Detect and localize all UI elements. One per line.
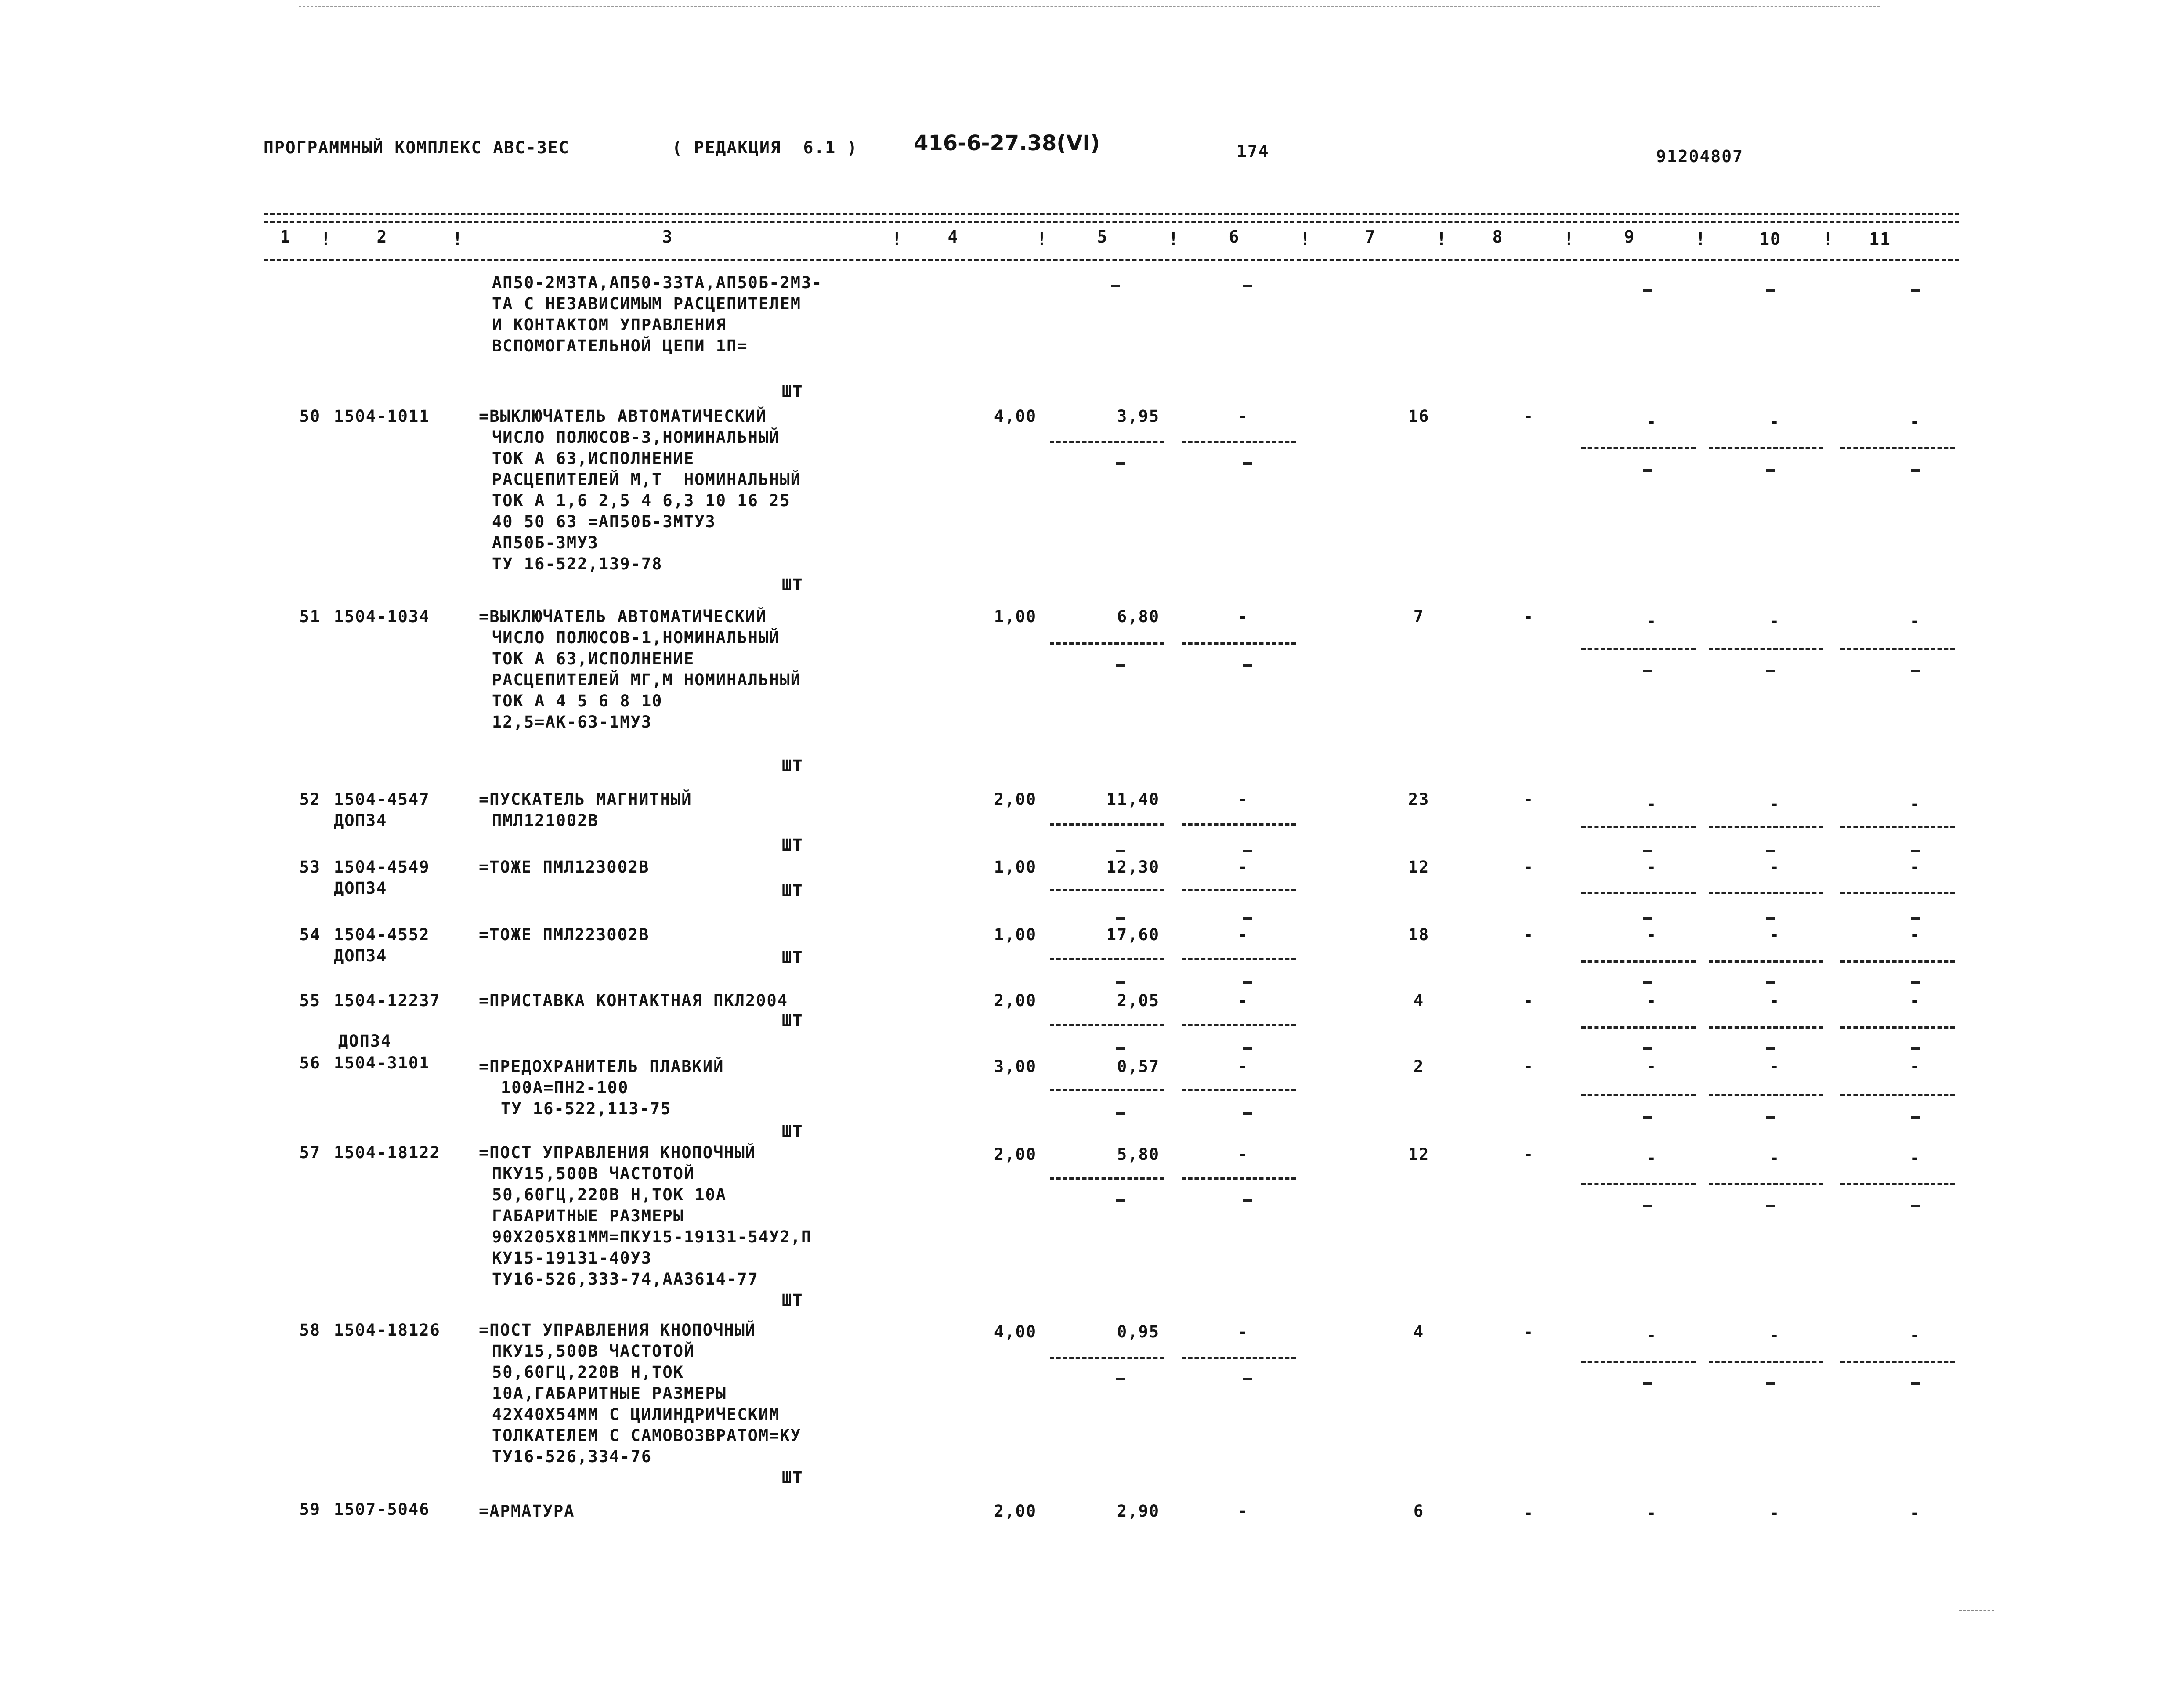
col-separator: ! <box>1037 229 1048 249</box>
quantity: 3,00 <box>994 1057 1037 1076</box>
col10-value: - <box>1769 925 1780 944</box>
col8-value: - <box>1523 607 1534 626</box>
subtotal-rule <box>1182 889 1296 891</box>
subtotal-rule <box>1840 1183 1955 1185</box>
item-unit: ШТ <box>782 1468 803 1487</box>
price: 0,57 <box>1117 1057 1160 1076</box>
dash-mark <box>1111 285 1120 287</box>
col-separator: ! <box>1168 229 1179 249</box>
col8-value: - <box>1523 925 1534 944</box>
item-description-line: ТУ 16-522,139-78 <box>492 554 663 573</box>
item-description-line: 100А=ПН2-100 <box>501 1078 629 1097</box>
dash-mark <box>1643 1205 1652 1207</box>
dash-mark <box>1911 289 1920 292</box>
dash-mark <box>1116 462 1125 465</box>
header-rule-top-1 <box>264 213 1959 215</box>
dash-mark <box>1116 1047 1125 1050</box>
item-description-line: 90Х205Х81ММ=ПКУ15-19131-54У2,П <box>492 1228 812 1246</box>
row-number: 53 <box>299 858 321 876</box>
col8-value: - <box>1523 790 1534 809</box>
col-header-4: 4 <box>947 227 959 246</box>
dash-mark <box>1243 285 1252 287</box>
dash-mark <box>1243 664 1252 667</box>
col9-value: - <box>1646 1503 1657 1522</box>
col8-value: - <box>1523 1145 1534 1164</box>
subtotal-rule <box>1182 441 1296 443</box>
col9-value: - <box>1646 1148 1657 1167</box>
col-header-2: 2 <box>376 227 388 246</box>
item-extra: ДОП34 <box>334 811 387 830</box>
col7-value: 4 <box>1413 1322 1425 1341</box>
quantity: 2,00 <box>994 790 1037 809</box>
quantity: 1,00 <box>994 925 1037 944</box>
item-code: 1504-12237 <box>334 991 441 1010</box>
subtotal-rule <box>1840 826 1955 828</box>
col11-value: - <box>1909 1057 1921 1076</box>
bottom-scan-mark <box>1959 1610 1994 1611</box>
col8-value: - <box>1523 858 1534 876</box>
item-description-line: ГАБАРИТНЫЕ РАЗМЕРЫ <box>492 1206 684 1225</box>
row-number: 58 <box>299 1321 321 1340</box>
subtotal-rule <box>1581 1183 1696 1185</box>
col-header-7: 7 <box>1365 227 1376 246</box>
subtotal-rule <box>1050 1357 1164 1359</box>
dash-mark <box>1643 1382 1652 1385</box>
col9-value: - <box>1646 925 1657 944</box>
item-unit: ШТ <box>782 836 803 855</box>
item-extra: ДОП34 <box>338 1032 392 1050</box>
col-separator: ! <box>892 229 903 249</box>
col-separator: ! <box>1300 229 1311 249</box>
dash-mark <box>1766 1205 1775 1207</box>
col11-value: - <box>1909 412 1921 431</box>
col7-value: 6 <box>1413 1502 1425 1521</box>
dash-mark <box>1766 917 1775 920</box>
item-description-line: =ВЫКЛЮЧАТЕЛЬ АВТОМАТИЧЕСКИЙ <box>479 607 767 626</box>
price: 3,95 <box>1117 407 1160 426</box>
dash-mark <box>1243 1047 1252 1050</box>
dash-mark <box>1116 850 1125 852</box>
col6-value: - <box>1237 1322 1249 1341</box>
dash-mark <box>1911 981 1920 984</box>
col-separators: ! <box>321 229 332 249</box>
row-number: 55 <box>299 991 321 1010</box>
subtotal-rule <box>1182 958 1296 960</box>
col11-value: - <box>1909 991 1921 1010</box>
col8-value: - <box>1523 1322 1534 1341</box>
dash-mark <box>1766 1116 1775 1119</box>
col-header-10: 10 <box>1759 229 1781 249</box>
col-header-6: 6 <box>1229 227 1240 246</box>
dash-mark <box>1766 670 1775 672</box>
dash-mark <box>1766 1047 1775 1050</box>
row-number: 51 <box>299 607 321 626</box>
dash-mark <box>1643 289 1652 292</box>
col10-value: - <box>1769 858 1780 876</box>
item-description-line: И КОНТАКТОМ УПРАВЛЕНИЯ <box>492 315 727 334</box>
price: 5,80 <box>1117 1145 1160 1164</box>
row-number: 56 <box>299 1054 321 1072</box>
item-description-line: ТОК А 4 5 6 8 10 <box>492 692 663 710</box>
item-extra: ДОП34 <box>334 946 387 965</box>
col11-value: - <box>1909 1326 1921 1345</box>
col8-value: - <box>1523 407 1534 426</box>
price: 12,30 <box>1106 858 1160 876</box>
col10-value: - <box>1769 794 1780 813</box>
dash-mark <box>1911 469 1920 472</box>
item-description-line: =ПОСТ УПРАВЛЕНИЯ КНОПОЧНЫЙ <box>479 1143 756 1162</box>
subtotal-rule <box>1840 1361 1955 1363</box>
col10-value: - <box>1769 1148 1780 1167</box>
dash-mark <box>1643 670 1652 672</box>
item-description-line: АП50-2МЗТА,АП50-3ЗТА,АП50Б-2МЗ- <box>492 273 823 292</box>
col-header-8: 8 <box>1492 227 1504 246</box>
col10-value: - <box>1769 612 1780 630</box>
col10-value: - <box>1769 412 1780 431</box>
item-description-line: ТУ 16-522,113-75 <box>501 1099 672 1118</box>
item-code: 1504-18122 <box>334 1143 441 1162</box>
subtotal-rule <box>1709 447 1823 449</box>
item-unit: ШТ <box>782 382 803 401</box>
item-code: 1504-4552 <box>334 925 430 944</box>
document-number: 91204807 <box>1656 147 1744 166</box>
subtotal-rule <box>1709 1026 1823 1029</box>
col-header-9: 9 <box>1624 227 1635 246</box>
dash-mark <box>1243 850 1252 852</box>
col10-value: - <box>1769 1057 1780 1076</box>
item-unit: ШТ <box>782 757 803 775</box>
item-description-line: 42Х40Х54ММ С ЦИЛИНДРИЧЕСКИМ <box>492 1405 780 1424</box>
col11-value: - <box>1909 925 1921 944</box>
price: 6,80 <box>1117 607 1160 626</box>
subtotal-rule <box>1709 1183 1823 1185</box>
quantity: 4,00 <box>994 407 1037 426</box>
dash-mark <box>1243 981 1252 984</box>
subtotal-rule <box>1840 447 1955 449</box>
item-description-line: РАСЦЕПИТЕЛЕЙ МГ,М НОМИНАЛЬНЫЙ <box>492 670 802 689</box>
col8-value: - <box>1523 1057 1534 1076</box>
col-header-3: 3 <box>662 227 673 246</box>
col6-value: - <box>1237 1145 1249 1164</box>
subtotal-rule <box>1840 892 1955 894</box>
item-code: 1504-4547 <box>334 790 430 809</box>
dash-mark <box>1911 917 1920 920</box>
subtotal-rule <box>1182 1089 1296 1091</box>
subtotal-rule <box>1840 1026 1955 1029</box>
item-description-line: ТУ16-526,334-76 <box>492 1447 652 1466</box>
subtotal-rule <box>1709 648 1823 650</box>
item-description-line: ВСПОМОГАТЕЛЬНОЙ ЦЕПИ 1П= <box>492 337 748 355</box>
item-description-line: ТОК А 1,6 2,5 4 6,3 10 16 25 <box>492 491 791 510</box>
subtotal-rule <box>1709 826 1823 828</box>
col11-value: - <box>1909 1503 1921 1522</box>
col7-value: 12 <box>1408 1145 1430 1164</box>
subtotal-rule <box>1709 1094 1823 1096</box>
col-separator: ! <box>1696 229 1707 249</box>
item-description-line: ПКУ15,500В ЧАСТОТОЙ <box>492 1342 695 1361</box>
col6-value: - <box>1237 858 1249 876</box>
subtotal-rule <box>1050 1177 1164 1180</box>
col8-value: - <box>1523 991 1534 1010</box>
dash-mark <box>1766 981 1775 984</box>
col6-value: - <box>1237 407 1249 426</box>
dash-mark <box>1116 1112 1125 1115</box>
dash-mark <box>1766 289 1775 292</box>
quantity: 2,00 <box>994 1502 1037 1521</box>
row-number: 50 <box>299 407 321 426</box>
item-description-line: 40 50 63 =АП50Б-3МТУЗ <box>492 512 716 531</box>
item-description-line: ЧИСЛО ПОЛЮСОВ-1,НОМИНАЛЬНЫЙ <box>492 628 780 647</box>
col9-value: - <box>1646 794 1657 813</box>
dash-mark <box>1643 917 1652 920</box>
item-code: 1507-5046 <box>334 1500 430 1519</box>
subtotal-rule <box>1581 1094 1696 1096</box>
row-number: 57 <box>299 1143 321 1162</box>
header-rule-bottom <box>264 259 1959 261</box>
col7-value: 16 <box>1408 407 1430 426</box>
item-extra: ДОП34 <box>334 879 387 898</box>
subtotal-rule <box>1840 648 1955 650</box>
item-unit: ШТ <box>782 576 803 594</box>
col-separator: ! <box>1564 229 1575 249</box>
dash-mark <box>1643 850 1652 852</box>
subtotal-rule <box>1050 441 1164 443</box>
subtotal-rule <box>1581 826 1696 828</box>
col9-value: - <box>1646 991 1657 1010</box>
subtotal-rule <box>1581 1361 1696 1363</box>
item-description-line: =ТОЖЕ ПМЛ123002В <box>479 858 650 876</box>
dash-mark <box>1643 469 1652 472</box>
col6-value: - <box>1237 790 1249 809</box>
item-description-line: 12,5=АК-63-1МУЗ <box>492 713 652 732</box>
dash-mark <box>1911 1047 1920 1050</box>
col7-value: 12 <box>1408 858 1430 876</box>
col6-value: - <box>1237 1057 1249 1076</box>
item-description-line: ТА С НЕЗАВИСИМЫМ РАСЦЕПИТЕЛЕМ <box>492 294 802 313</box>
item-description-line: ЧИСЛО ПОЛЮСОВ-3,НОМИНАЛЬНЫЙ <box>492 428 780 447</box>
col7-value: 7 <box>1413 607 1425 626</box>
dash-mark <box>1766 469 1775 472</box>
item-description-line: =АРМАТУРА <box>479 1502 575 1521</box>
item-description-line: КУ15-19131-40УЗ <box>492 1249 652 1268</box>
col9-value: - <box>1646 612 1657 630</box>
row-number: 54 <box>299 925 321 944</box>
col7-value: 2 <box>1413 1057 1425 1076</box>
col11-value: - <box>1909 612 1921 630</box>
item-description-line: 50,60ГЦ,220В Н,ТОК <box>492 1363 684 1382</box>
item-code: 1504-1011 <box>334 407 430 426</box>
dash-mark <box>1643 981 1652 984</box>
dash-mark <box>1243 462 1252 465</box>
dash-mark <box>1116 917 1125 920</box>
subtotal-rule <box>1840 960 1955 963</box>
dash-mark <box>1766 850 1775 852</box>
dash-mark <box>1643 1047 1652 1050</box>
col-header-5: 5 <box>1097 227 1108 246</box>
item-unit: ШТ <box>782 1291 803 1310</box>
item-description-line: =ПРЕДОХРАНИТЕЛЬ ПЛАВКИЙ <box>479 1057 724 1076</box>
subtotal-rule <box>1840 1094 1955 1096</box>
subtotal-rule <box>1182 642 1296 645</box>
item-description-line: ТОЛКАТЕЛЕМ С САМОВОЗВРАТОМ=КУ <box>492 1426 802 1445</box>
row-number: 59 <box>299 1500 321 1519</box>
item-description-line: ПКУ15,500В ЧАСТОТОЙ <box>492 1164 695 1183</box>
dash-mark <box>1911 850 1920 852</box>
col7-value: 23 <box>1408 790 1430 809</box>
col-header-1: 1 <box>280 227 291 246</box>
subtotal-rule <box>1581 1026 1696 1029</box>
top-scan-line <box>299 6 1880 7</box>
dash-mark <box>1116 1378 1125 1380</box>
col6-value: - <box>1237 1502 1249 1521</box>
price: 0,95 <box>1117 1322 1160 1341</box>
edition-label: ( РЕДАКЦИЯ 6.1 ) <box>672 138 858 157</box>
subtotal-rule <box>1182 1024 1296 1026</box>
subtotal-rule <box>1050 1089 1164 1091</box>
subtotal-rule <box>1050 1024 1164 1026</box>
dash-mark <box>1116 981 1125 984</box>
item-code: 1504-3101 <box>334 1054 430 1072</box>
dash-mark <box>1766 1382 1775 1385</box>
dash-mark <box>1243 1378 1252 1380</box>
header-rule-top-2 <box>264 221 1959 223</box>
item-unit: ШТ <box>782 948 803 967</box>
page-number: 174 <box>1237 141 1269 161</box>
col-separator: ! <box>452 229 463 249</box>
subtotal-rule <box>1182 823 1296 826</box>
subtotal-rule <box>1050 958 1164 960</box>
subtotal-rule <box>1709 960 1823 963</box>
subtotal-rule <box>1581 960 1696 963</box>
col11-value: - <box>1909 1148 1921 1167</box>
col-separator: ! <box>1436 229 1447 249</box>
dash-mark <box>1116 664 1125 667</box>
col6-value: - <box>1237 925 1249 944</box>
item-description-line: =ПОСТ УПРАВЛЕНИЯ КНОПОЧНЫЙ <box>479 1321 756 1340</box>
col10-value: - <box>1769 1503 1780 1522</box>
price: 2,90 <box>1117 1502 1160 1521</box>
col9-value: - <box>1646 412 1657 431</box>
price: 17,60 <box>1106 925 1160 944</box>
dash-mark <box>1911 1205 1920 1207</box>
item-description-line: 10А,ГАБАРИТНЫЕ РАЗМЕРЫ <box>492 1384 727 1403</box>
dash-mark <box>1911 1116 1920 1119</box>
dash-mark <box>1243 917 1252 920</box>
col6-value: - <box>1237 991 1249 1010</box>
col7-value: 4 <box>1413 991 1425 1010</box>
item-unit: ШТ <box>782 881 803 900</box>
item-description-line: ПМЛ121002В <box>492 811 599 830</box>
item-description-line: =ПУСКАТЕЛЬ МАГНИТНЫЙ <box>479 790 692 809</box>
col11-value: - <box>1909 858 1921 876</box>
col10-value: - <box>1769 991 1780 1010</box>
subtotal-rule <box>1050 889 1164 891</box>
subtotal-rule <box>1581 447 1696 449</box>
subtotal-rule <box>1050 823 1164 826</box>
item-description-line: =ВЫКЛЮЧАТЕЛЬ АВТОМАТИЧЕСКИЙ <box>479 407 767 426</box>
dash-mark <box>1116 1199 1125 1202</box>
item-code: 1504-18126 <box>334 1321 441 1340</box>
col11-value: - <box>1909 794 1921 813</box>
item-description-line: АП50Б-3МУЗ <box>492 533 599 552</box>
item-description-line: ТУ16-526,333-74,АА3614-77 <box>492 1270 759 1289</box>
handwritten-code: 416-6-27.38(VI) <box>914 131 1100 156</box>
col9-value: - <box>1646 1326 1657 1345</box>
col6-value: - <box>1237 607 1249 626</box>
dash-mark <box>1243 1112 1252 1115</box>
quantity: 1,00 <box>994 858 1037 876</box>
subtotal-rule <box>1050 642 1164 645</box>
price: 2,05 <box>1117 991 1160 1010</box>
subtotal-rule <box>1182 1177 1296 1180</box>
row-number: 52 <box>299 790 321 809</box>
col-header-11: 11 <box>1869 229 1891 249</box>
item-description-line: 50,60ГЦ,220В Н,ТОК 10А <box>492 1185 727 1204</box>
dash-mark <box>1911 670 1920 672</box>
program-title: ПРОГРАММНЫЙ КОМПЛЕКС АВС-ЗЕС <box>264 138 570 157</box>
subtotal-rule <box>1581 892 1696 894</box>
item-description-line: ТОК А 63,ИСПОЛНЕНИЕ <box>492 649 695 668</box>
item-description-line: ТОК А 63,ИСПОЛНЕНИЕ <box>492 449 695 468</box>
item-code: 1504-4549 <box>334 858 430 876</box>
dash-mark <box>1243 1199 1252 1202</box>
dash-mark <box>1911 1382 1920 1385</box>
quantity: 2,00 <box>994 1145 1037 1164</box>
col8-value: - <box>1523 1503 1534 1522</box>
col7-value: 18 <box>1408 925 1430 944</box>
quantity: 1,00 <box>994 607 1037 626</box>
dash-mark <box>1643 1116 1652 1119</box>
subtotal-rule <box>1182 1357 1296 1359</box>
subtotal-rule <box>1709 1361 1823 1363</box>
col10-value: - <box>1769 1326 1780 1345</box>
quantity: 4,00 <box>994 1322 1037 1341</box>
item-description-line: =ПРИСТАВКА КОНТАКТНАЯ ПКЛ2004 <box>479 991 788 1010</box>
col9-value: - <box>1646 1057 1657 1076</box>
quantity: 2,00 <box>994 991 1037 1010</box>
price: 11,40 <box>1106 790 1160 809</box>
col-separator: ! <box>1823 229 1834 249</box>
item-description-line: =ТОЖЕ ПМЛ223002В <box>479 925 650 944</box>
item-description-line: РАСЦЕПИТЕЛЕЙ М,Т НОМИНАЛЬНЫЙ <box>492 470 802 489</box>
item-unit: ШТ <box>782 1122 803 1141</box>
subtotal-rule <box>1581 648 1696 650</box>
col9-value: - <box>1646 858 1657 876</box>
item-unit: ШТ <box>782 1011 803 1030</box>
subtotal-rule <box>1709 892 1823 894</box>
item-code: 1504-1034 <box>334 607 430 626</box>
